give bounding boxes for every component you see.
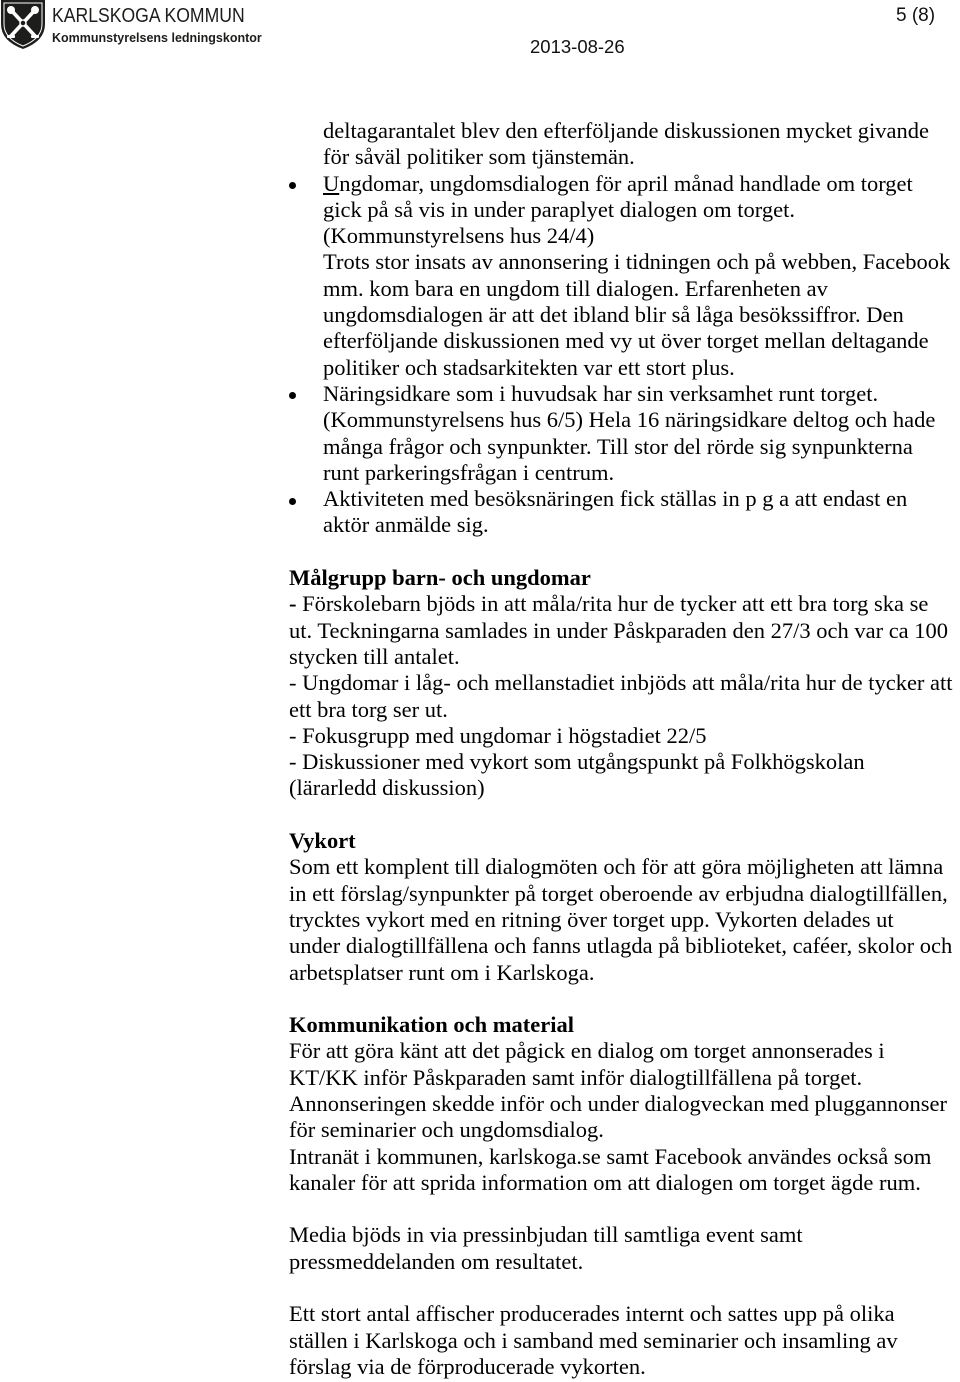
paragraph-line: trycktes vykort med en ritning över torget upp. Vykorten delades ut <box>289 906 894 932</box>
bullet-line: mm. kom bara en ungdom till dialogen. Erfarenheten av <box>323 275 828 301</box>
bullet-line: för såväl politiker som tjänstemän. <box>323 144 635 170</box>
bullet-icon <box>289 182 296 189</box>
organization-name: KARLSKOGA KOMMUN <box>52 5 245 27</box>
document-date: 2013-08-26 <box>530 36 625 57</box>
bullet-line: Näringsidkare som i huvudsak har sin verksamhet runt torget. <box>323 380 879 406</box>
paragraph-line: in ett förslag/synpunkter på torget oberoende av erbjudna dialogtillfällen, <box>289 880 948 906</box>
paragraph-line: - Förskolebarn bjöds in att måla/rita hur de tycker att ett bra torg ska se <box>289 591 929 617</box>
paragraph-line: Annonseringen skedde inför och under dialogveckan med pluggannonser <box>289 1090 947 1116</box>
section-kommunikation <box>0 1012 960 1380</box>
paragraph-line: (lärarledd diskussion) <box>289 775 485 801</box>
bullet-icon <box>289 392 296 399</box>
paragraph <box>289 1038 960 1196</box>
paragraph-line: - Ungdomar i låg- och mellanstadiet inbjöds att måla/rita hur de tycker att <box>289 670 953 696</box>
paragraph-line: under dialogtillfällena och fanns utlagda på biblioteket, caféer, skolor och <box>289 933 953 959</box>
paragraph-line: ställen i Karlskoga och i samband med seminarier och insamling av <box>289 1327 898 1353</box>
section-vykort <box>0 828 960 986</box>
bullet-line: (Kommunstyrelsens hus 6/5) Hela 16 näringsidkare deltog och hade <box>323 407 936 433</box>
paragraph <box>289 1301 960 1380</box>
paragraph-line: KT/KK inför Påskparaden samt inför dialogtillfällena på torget. <box>289 1064 863 1090</box>
section-malgrupp <box>0 565 960 802</box>
bullet-continuation <box>323 118 960 171</box>
paragraph-line: pressmeddelanden om resultatet. <box>289 1248 584 1274</box>
bullet-line: ungdomsdialogen är att det ibland blir så låga besökssiffror. Den <box>323 302 904 328</box>
paragraph-line: stycken till antalet. <box>289 643 460 669</box>
paragraph-line: Media bjöds in via pressinbjudan till samtliga event samt <box>289 1222 803 1248</box>
bullet-item-besoksnaringen <box>323 486 960 539</box>
bullet-line: aktör anmälde sig. <box>323 512 489 538</box>
paragraph-line: Intranät i kommunen, karlskoga.se samt Facebook användes också som <box>289 1143 932 1169</box>
section-heading: Kommunikation och material <box>289 1012 574 1038</box>
page-number: 5 (8) <box>896 5 936 26</box>
bullet-item-naringsidkare <box>323 381 960 486</box>
paragraph-line: Som ett komplent till dialogmöten och för att göra möjligheten att lämna <box>289 854 944 880</box>
paragraph-line: - Fokusgrupp med ungdomar i högstadiet 22/5 <box>289 722 707 748</box>
bullet-line: gick på så vis in under paraplyet dialogen om torget. <box>323 196 795 222</box>
bullet-icon <box>289 498 296 505</box>
paragraph <box>289 1222 960 1275</box>
bullet-line: (Kommunstyrelsens hus 24/4) <box>323 223 595 249</box>
paragraph-line: ett bra torg ser ut. <box>289 696 448 722</box>
section-heading: Målgrupp barn- och ungdomar <box>289 565 591 591</box>
paragraph-line: kanaler för att sprida information om att dialogen om torget ägde rum. <box>289 1169 921 1195</box>
bullet-line: Ungdomar, ungdomsdialogen för april månad handlade om torget <box>323 170 913 196</box>
paragraph-line: Ett stort antal affischer producerades internt och sattes upp på olika <box>289 1301 895 1327</box>
bullet-list <box>0 118 960 539</box>
coat-of-arms-icon <box>0 0 46 50</box>
section-heading: Vykort <box>289 828 356 854</box>
department-name: Kommunstyrelsens ledningskontor <box>52 31 262 45</box>
paragraph-line: för seminarier och ungdomsdialog. <box>289 1117 604 1143</box>
paragraph-line: För att göra känt att det pågick en dialog om torget annonserades i <box>289 1038 885 1064</box>
bullet-item-ungdomar <box>323 171 960 381</box>
paragraph-line: arbetsplatser runt om i Karlskoga. <box>289 959 595 985</box>
bullet-line: Aktiviteten med besöksnäringen fick ställas in p g a att endast en <box>323 486 908 512</box>
bullet-line: efterföljande diskussionen med vy ut över torget mellan deltagande <box>323 328 929 354</box>
document-body <box>0 118 960 1380</box>
paragraph-line: förslag via de förproducerade vykorten. <box>289 1353 646 1379</box>
bullet-line: politiker och stadsarkitekten var ett stort plus. <box>323 354 735 380</box>
bullet-line: Trots stor insats av annonsering i tidningen och på webben, Facebook <box>323 249 951 275</box>
paragraph-line: - Diskussioner med vykort som utgångspunkt på Folkhögskolan <box>289 749 865 775</box>
bullet-line: deltagarantalet blev den efterföljande diskussionen mycket givande <box>323 118 930 143</box>
paragraph-line: ut. Teckningarna samlades in under Påskparaden den 27/3 och var ca 100 <box>289 617 949 643</box>
bullet-line: många frågor och synpunkter. Till stor del rörde sig synpunkterna <box>323 433 913 459</box>
bullet-line: runt parkeringsfrågan i centrum. <box>323 459 615 485</box>
